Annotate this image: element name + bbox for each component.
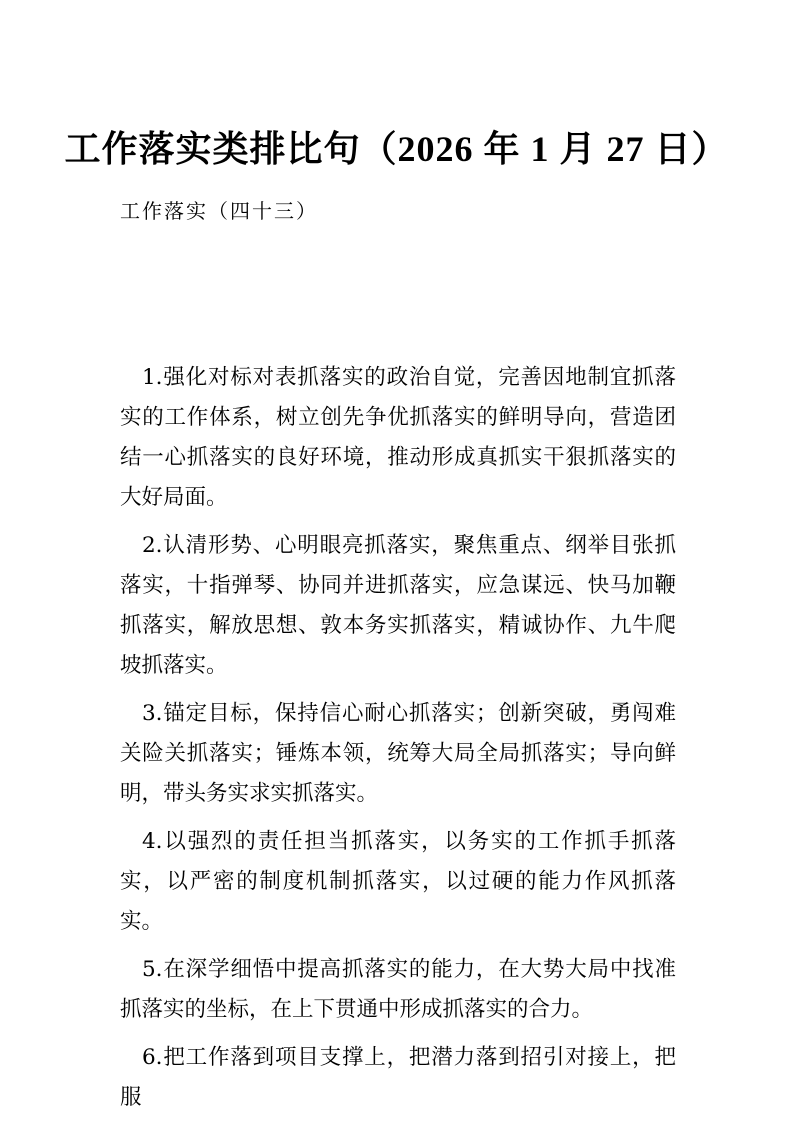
- paragraph-1: 1.强化对标对表抓落实的政治自觉，完善因地制宜抓落实的工作体系，树立创先争优抓落实的鲜明导向，营造团结一心抓落实的良好环境，推动形成真抓实干狠抓落实的大好局面。: [120, 365, 676, 510]
- paragraph-3: 3.锚定目标，保持信心耐心抓落实；创新突破，勇闯难关险关抓落实；锤炼本领，统筹大局全局抓落实；导向鲜明，带头务实求实抓落实。: [120, 701, 676, 806]
- paragraph-4: 4.以强烈的责任担当抓落实，以务实的工作抓手抓落实，以严密的制度机制抓落实，以过硬的能力作风抓落实。: [120, 829, 676, 934]
- document-title: 工作落实类排比句（2026 年 1 月 27 日）: [64, 129, 729, 169]
- paragraph-2: 2.认清形势、心明眼亮抓落实，聚焦重点、纲举目张抓落实，十指弹琴、协同并进抓落实，应急谋远、快马加鞭抓落实，解放思想、敦本务实抓落实，精诚协作、九牛爬坡抓落实。: [120, 533, 676, 678]
- document-body: [120, 358, 676, 1118]
- paragraph-6: 6.把工作落到项目支撑上，把潜力落到招引对接上，把服: [120, 1045, 676, 1110]
- paragraph-5: 5.在深学细悟中提高抓落实的能力，在大势大局中找准抓落实的坐标，在上下贯通中形成抓落实的合力。: [120, 957, 676, 1022]
- document-subtitle: 工作落实（四十三）: [120, 199, 318, 223]
